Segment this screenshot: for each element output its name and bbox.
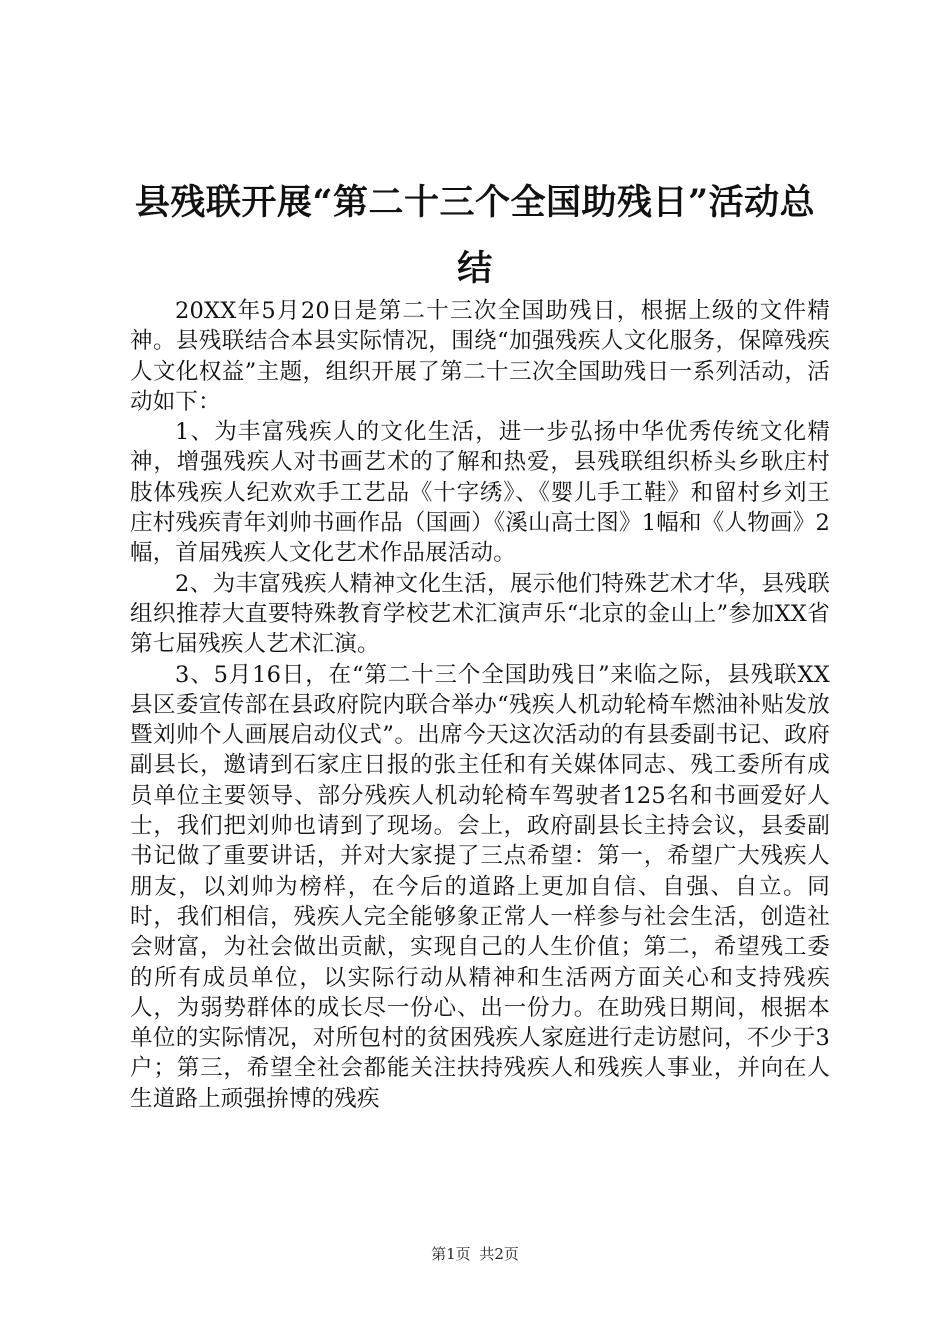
document-title: 县残联开展“第二十三个全国助残日”活动总结 [134, 182, 816, 289]
paragraph-item-2: 2、为丰富残疾人精神文化生活，展示他们特殊艺术才华，县残联组织推荐大直要特殊教育学校艺术汇演声乐“北京的金山上”参加XX省第七届残疾人艺术汇演。 [130, 570, 830, 658]
paragraph-item-1: 1、为丰富残疾人的文化生活，进一步弘扬中华优秀传统文化精神，增强残疾人对书画艺术的了解和热爱，县残联组织桥头乡耿庄村肢体残疾人纪欢欢手工艺品《十字绣》、《婴儿手工鞋》和留村乡刘王庄村残疾青年刘帅书画作品（国画）《溪山高士图》1幅和《人物画》2幅，首届残疾人文化艺术作品展活动。 [130, 419, 830, 567]
page-number: 第1页 [431, 1245, 471, 1263]
page-total: 共2页 [479, 1245, 519, 1263]
paragraph-intro: 20XX年5月20日是第二十三次全国助残日，根据上级的文件精神。县残联结合本县实际情况，围绕“加强残疾人文化服务，保障残疾人文化权益”主题，组织开展了第二十三次全国助残日一系列活动，活动如下： [130, 298, 830, 415]
document-body [130, 296, 830, 1114]
page-footer [0, 1244, 950, 1264]
paragraph-item-3: 3、5月16日，在“第二十三个全国助残日”来临之际，县残联XX县区委宣传部在县政府院内联合举办“残疾人机动轮椅车燃油补贴发放暨刘帅个人画展启动仪式”。出席今天这次活动的有县委副书记、政府副县长，邀请到石家庄日报的张主任和有关媒体同志、残工委所有成员单位主要领导、部分残疾人机动轮椅车驾驶者125名和书画爱好人士，我们把刘帅也请到了现场。会上，政府副县长主持会议，县委副书记做了重要讲话，并对大家提了三点希望：第一，希望广大残疾人朋友，以刘帅为榜样，在今后的道路上更加自信、自强、自立。同时，我们相信，残疾人完全能够象正常人一样参与社会生活，创造社会财富，为社会做出贡献，实现自己的人生价值；第二，希望残工委的所有成员单位，以实际行动从精神和生活两方面关心和支持残疾人，为弱势群体的成长尽一份心、出一份力。在助残日期间，根据本单位的实际情况，对所包村的贫困残疾人家庭进行走访慰问，不少于3户；第三，希望全社会都能关注扶持残疾人和残疾人事业，并向在人生道路上顽强拚博的残疾 [130, 661, 830, 1112]
